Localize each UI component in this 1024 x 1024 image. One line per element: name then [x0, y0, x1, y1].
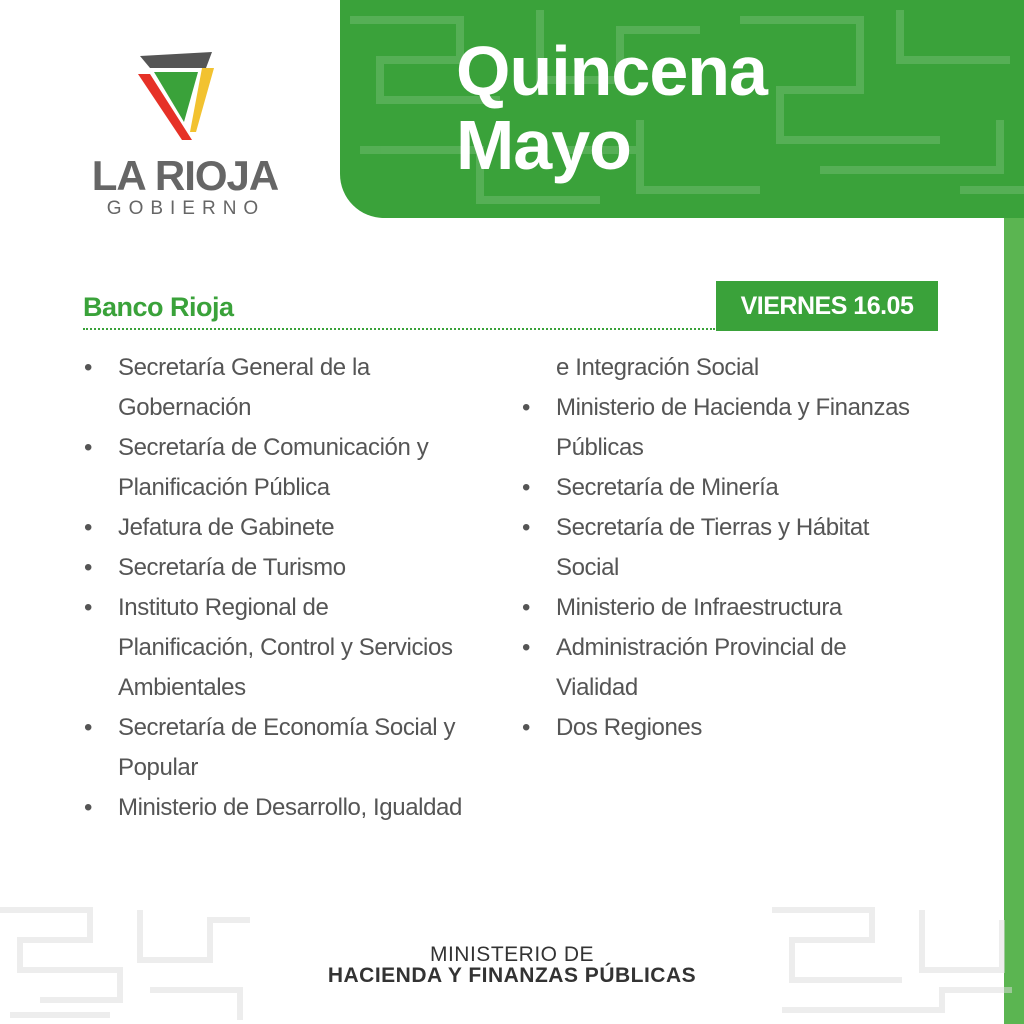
list-item	[82, 548, 522, 588]
list-item-text: Jefatura de Gabinete	[118, 514, 335, 541]
left-agency-list	[82, 348, 522, 828]
list-item	[82, 508, 522, 548]
list-item	[520, 588, 960, 628]
list-item	[82, 428, 522, 508]
list-item-text: Planificación, Control y Servicios	[118, 634, 453, 661]
right-agency-list	[520, 348, 960, 748]
list-item-text: Secretaría General de la	[118, 354, 370, 381]
bullet-icon: •	[84, 354, 93, 381]
list-item-text: Social	[556, 554, 619, 581]
bullet-icon: •	[84, 794, 93, 821]
list-item-text: Secretaría de Minería	[556, 474, 779, 501]
footer-ministry-line2: HACIENDA Y FINANZAS PÚBLICAS	[327, 964, 697, 987]
list-item	[82, 588, 522, 708]
list-item-text: Ministerio de Desarrollo, Igualdad	[118, 794, 462, 821]
bullet-icon: •	[522, 394, 531, 421]
list-item	[520, 468, 960, 508]
bullet-icon: •	[84, 714, 93, 741]
bullet-icon: •	[522, 634, 531, 661]
bullet-icon: •	[522, 594, 531, 621]
list-item-text: Públicas	[556, 434, 644, 461]
list-item-text: Planificación Pública	[118, 474, 330, 501]
logo-name: LA RIOJA	[91, 152, 279, 199]
date-badge: VIERNES 16.05	[716, 281, 938, 331]
la-rioja-logo	[80, 40, 290, 220]
page-title	[456, 34, 767, 182]
list-item-text: Gobernación	[118, 394, 252, 421]
footer-ministry-line1: MINISTERIO DE	[429, 943, 594, 966]
list-item-text: Secretaría de Turismo	[118, 554, 346, 581]
title-line-1: Quincena	[456, 32, 767, 110]
bullet-icon: •	[84, 554, 93, 581]
list-item	[520, 708, 960, 748]
list-item-text: Dos Regiones	[556, 714, 702, 741]
list-item-text: Ambientales	[118, 674, 246, 701]
bullet-icon: •	[522, 714, 531, 741]
bullet-icon: •	[522, 514, 531, 541]
list-item-text: Instituto Regional de	[118, 594, 329, 621]
list-item-text: Popular	[118, 754, 198, 781]
list-item-text: Ministerio de Hacienda y Finanzas	[556, 394, 910, 421]
bullet-icon: •	[84, 434, 93, 461]
list-item	[520, 388, 960, 468]
list-item-text: Secretaría de Comunicación y	[118, 434, 429, 461]
title-line-2: Mayo	[456, 106, 631, 184]
list-item	[82, 348, 522, 428]
list-item-continuation	[520, 348, 960, 388]
list-item	[82, 708, 522, 788]
list-item-text: Secretaría de Economía Social y	[118, 714, 456, 741]
list-item-text: Ministerio de Infraestructura	[556, 594, 842, 621]
logo-subtitle: GOBIERNO	[106, 198, 266, 219]
list-item	[520, 508, 960, 588]
list-item-text: Vialidad	[556, 674, 638, 701]
section-title: Banco Rioja	[83, 292, 234, 322]
list-item	[520, 628, 960, 708]
bullet-icon: •	[84, 514, 93, 541]
list-item	[82, 788, 522, 828]
bullet-icon: •	[84, 594, 93, 621]
la-rioja-emblem-icon	[136, 48, 220, 144]
continuation-text: e Integración Social	[556, 354, 759, 381]
list-item-text: Secretaría de Tierras y Hábitat	[556, 514, 870, 541]
bullet-icon: •	[522, 474, 531, 501]
list-item-text: Administración Provincial de	[556, 634, 847, 661]
header-banner	[340, 0, 1024, 218]
dotted-divider	[83, 328, 715, 330]
